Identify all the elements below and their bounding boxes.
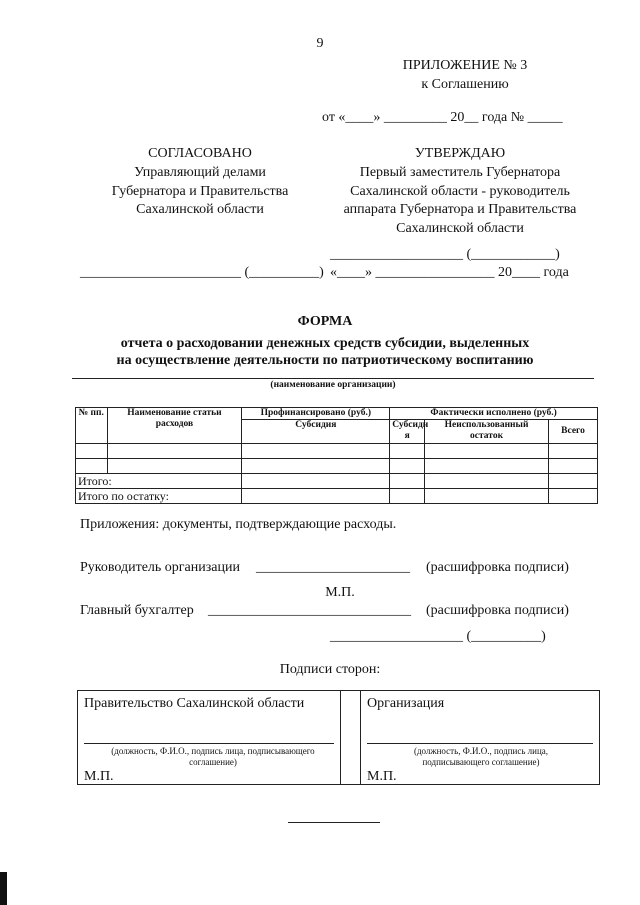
total-row [76, 474, 598, 489]
parties-heading: Подписи сторон: [279, 662, 381, 677]
party-government-cell [78, 691, 341, 785]
party-government-stamp: М.П. [84, 769, 114, 784]
appendix-title: ПРИЛОЖЕНИЕ № 3 [402, 58, 528, 73]
col-exec-subsidy-header: Субсиди я [390, 420, 425, 444]
col-unused-header: Неиспользованный остаток [425, 420, 549, 444]
appendix-date-line: от «____» _________ 20__ года № _____ [322, 110, 563, 125]
col-subsidy-header: Субсидия [242, 420, 390, 444]
total-remainder-label: Итого по остатку: [76, 489, 242, 504]
col-no-header: № пп. [76, 408, 108, 444]
form-title: ФОРМА [297, 314, 353, 329]
total-label: Итого: [76, 474, 242, 489]
approved-sign-line: ___________________ (____________) [330, 247, 560, 262]
appendix-subtitle: к Соглашению [421, 77, 509, 92]
party-organization-title: Организация [367, 696, 445, 711]
organization-caption: (наименование организации) [270, 380, 396, 390]
extra-sign-line[interactable]: ___________________ (__________) [330, 629, 546, 644]
party-organization-caption: (должность, Ф.И.О., подпись лица, подписывающего соглашение) [413, 746, 549, 767]
col-total-header: Всего [549, 420, 598, 444]
party-organization-cell [361, 691, 600, 785]
form-subtitle-1: отчета о расходовании денежных средств субсидии, выделенных [120, 336, 530, 351]
footer-divider [288, 822, 380, 823]
accountant-decode: (расшифровка подписи) [426, 603, 569, 618]
head-label: Руководитель организации [80, 560, 240, 575]
stamp-label: М.П. [325, 585, 355, 600]
agreed-line-3: Сахалинской области [136, 202, 264, 217]
party-organization-stamp: М.П. [367, 769, 397, 784]
head-decode: (расшифровка подписи) [426, 560, 569, 575]
approved-heading: УТВЕРЖДАЮ [414, 146, 506, 161]
col-executed-header: Фактически исполнено (руб.) [390, 408, 598, 420]
scan-edge-mark [0, 872, 7, 905]
page-number: 9 [316, 36, 324, 51]
col-name-header: Наименование статьи расходов [107, 408, 242, 444]
approved-line-1: Первый заместитель Губернатора [359, 165, 561, 180]
party-government-sign-line[interactable] [84, 743, 334, 744]
organization-line[interactable] [72, 378, 594, 379]
table-row[interactable] [76, 459, 598, 474]
approved-line-4: Сахалинской области [396, 221, 524, 236]
attachments-note: Приложения: документы, подтверждающие расходы. [80, 517, 397, 532]
col-financed-header: Профинансировано (руб.) [242, 408, 390, 420]
approved-line-3: аппарата Губернатора и Правительства [343, 202, 577, 217]
head-sign-line[interactable]: ______________________ [256, 560, 410, 575]
agreed-sign-line: _______________________ (__________) [80, 265, 324, 280]
agreed-line-1: Управляющий делами [134, 165, 266, 180]
party-government-title: Правительство Сахалинской области [84, 696, 305, 711]
party-organization-sign-line[interactable] [367, 743, 593, 744]
agreed-heading: СОГЛАСОВАНО [148, 146, 252, 161]
approved-line-2: Сахалинской области - руководитель [350, 184, 570, 199]
approved-date-line: «____» _________________ 20____ года [330, 265, 569, 280]
expense-table [75, 407, 598, 504]
accountant-label: Главный бухгалтер [80, 603, 194, 618]
table-row[interactable] [76, 444, 598, 459]
party-separator-cell [341, 691, 361, 785]
total-remainder-row [76, 489, 598, 504]
form-subtitle-2: на осуществление деятельности по патриотическому воспитанию [116, 353, 534, 368]
parties-table [77, 690, 600, 785]
party-government-caption: (должность, Ф.И.О., подпись лица, подписывающего соглашение) [111, 746, 315, 767]
agreed-line-2: Губернатора и Правительства [111, 184, 289, 199]
accountant-sign-line[interactable]: _____________________________ [208, 603, 411, 618]
